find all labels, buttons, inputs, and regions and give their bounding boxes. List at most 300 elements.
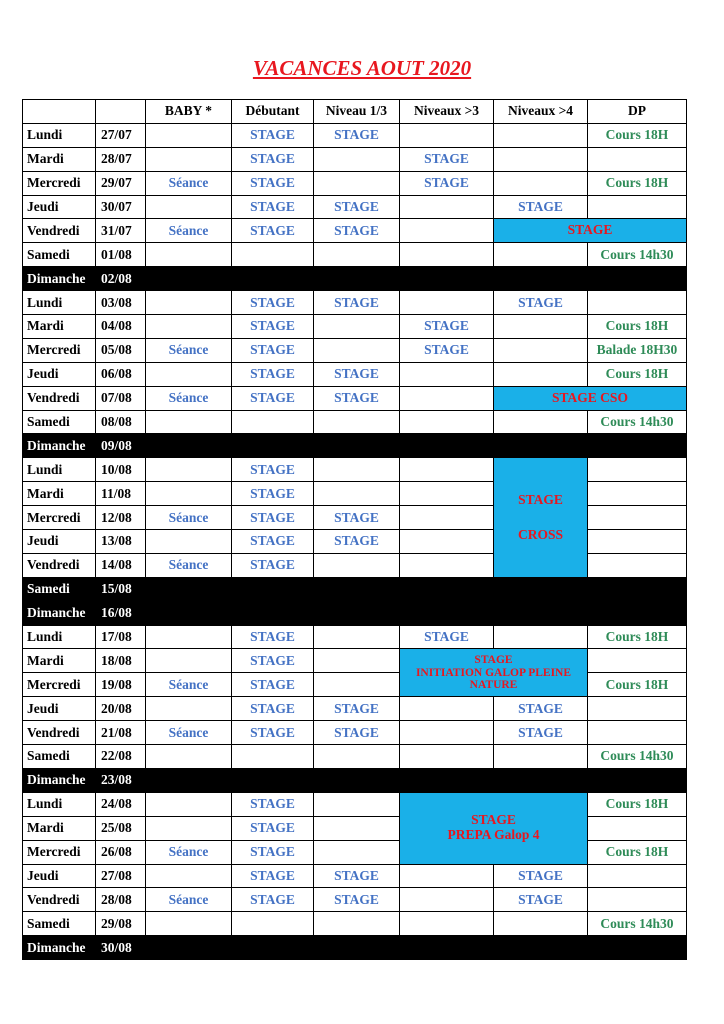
dp-cell: Cours 18H — [588, 315, 687, 339]
baby-cell: Séance — [146, 506, 232, 530]
stage-cross-block — [494, 458, 588, 577]
date-cell: 17/08 — [96, 625, 146, 649]
niveau-1-3-cell: STAGE — [314, 291, 400, 315]
debutant-cell: STAGE — [232, 315, 314, 339]
header-date — [96, 100, 146, 124]
date-cell: 30/08 — [96, 936, 146, 960]
niveaux-3-cell — [400, 362, 494, 386]
header-niveaux-4: Niveaux >4 — [494, 100, 588, 124]
debutant-cell — [232, 243, 314, 267]
day-cell: Dimanche — [23, 434, 96, 458]
niveaux-3-cell — [400, 243, 494, 267]
stage-prepa-block — [400, 792, 588, 864]
date-cell: 07/08 — [96, 386, 146, 410]
niveaux-4-cell — [494, 315, 588, 339]
dp-cell — [588, 649, 687, 673]
day-cell: Mercredi — [23, 171, 96, 195]
day-cell: Mardi — [23, 482, 96, 506]
date-cell: 20/08 — [96, 697, 146, 721]
date-cell: 14/08 — [96, 553, 146, 577]
day-cell: Mercredi — [23, 506, 96, 530]
niveau-1-3-cell — [314, 553, 400, 577]
date-cell: 31/07 — [96, 219, 146, 243]
debutant-cell: STAGE — [232, 458, 314, 482]
table-row — [23, 888, 687, 912]
niveaux-3-cell — [400, 864, 494, 888]
debutant-cell — [232, 745, 314, 769]
baby-cell: Séance — [146, 888, 232, 912]
table-row — [23, 410, 687, 434]
date-cell: 13/08 — [96, 530, 146, 554]
niveau-1-3-cell: STAGE — [314, 362, 400, 386]
empty-cell — [588, 577, 687, 601]
table-row — [23, 243, 687, 267]
niveaux-4-cell: STAGE — [494, 291, 588, 315]
table-row — [23, 864, 687, 888]
day-cell: Dimanche — [23, 768, 96, 792]
niveaux-3-cell: STAGE — [400, 147, 494, 171]
niveaux-4-cell: STAGE — [494, 888, 588, 912]
niveaux-3-cell — [400, 410, 494, 434]
niveau-1-3-cell — [314, 338, 400, 362]
day-cell: Jeudi — [23, 362, 96, 386]
table-row — [23, 936, 687, 960]
niveau-1-3-cell — [314, 673, 400, 697]
empty-cell — [232, 434, 314, 458]
empty-cell — [232, 601, 314, 625]
empty-cell — [494, 601, 588, 625]
table-row — [23, 362, 687, 386]
baby-cell — [146, 912, 232, 936]
dp-cell — [588, 530, 687, 554]
date-cell: 24/08 — [96, 792, 146, 816]
debutant-cell — [232, 912, 314, 936]
niveaux-3-cell — [400, 195, 494, 219]
empty-cell — [146, 768, 232, 792]
table-row — [23, 768, 687, 792]
schedule-table — [22, 99, 687, 960]
dp-cell — [588, 816, 687, 840]
dp-cell: Cours 18H — [588, 625, 687, 649]
date-cell: 29/08 — [96, 912, 146, 936]
niveaux-4-cell — [494, 745, 588, 769]
day-cell: Jeudi — [23, 195, 96, 219]
table-row — [23, 577, 687, 601]
block-line: INITIATION GALOP PLEINE — [415, 666, 572, 679]
baby-cell — [146, 123, 232, 147]
day-cell: Jeudi — [23, 697, 96, 721]
empty-cell — [146, 577, 232, 601]
table-row — [23, 219, 687, 243]
page-title: VACANCES AOUT 2020 — [252, 56, 472, 80]
baby-cell — [146, 482, 232, 506]
stage-initiation-block — [400, 649, 588, 697]
debutant-cell: STAGE — [232, 792, 314, 816]
header-dp: DP — [588, 100, 687, 124]
table-row — [23, 816, 687, 840]
baby-cell — [146, 195, 232, 219]
table-row — [23, 458, 687, 482]
niveaux-3-cell: STAGE — [400, 171, 494, 195]
day-cell: Samedi — [23, 912, 96, 936]
niveau-1-3-cell — [314, 840, 400, 864]
table-row — [23, 171, 687, 195]
empty-cell — [314, 577, 400, 601]
empty-cell — [494, 577, 588, 601]
niveaux-3-cell — [400, 219, 494, 243]
day-cell: Lundi — [23, 792, 96, 816]
day-cell: Vendredi — [23, 888, 96, 912]
debutant-cell: STAGE — [232, 482, 314, 506]
empty-cell — [146, 267, 232, 291]
baby-cell: Séance — [146, 721, 232, 745]
table-row — [23, 482, 687, 506]
niveaux-3-cell: STAGE — [400, 338, 494, 362]
niveaux-4-cell — [494, 912, 588, 936]
day-cell: Lundi — [23, 123, 96, 147]
dp-cell — [588, 864, 687, 888]
dp-cell: Cours 18H — [588, 673, 687, 697]
table-row — [23, 912, 687, 936]
day-cell: Mardi — [23, 315, 96, 339]
niveau-1-3-cell: STAGE — [314, 219, 400, 243]
date-cell: 21/08 — [96, 721, 146, 745]
niveaux-4-cell: STAGE — [494, 697, 588, 721]
date-cell: 06/08 — [96, 362, 146, 386]
empty-cell — [494, 936, 588, 960]
day-cell: Mardi — [23, 816, 96, 840]
date-cell: 01/08 — [96, 243, 146, 267]
dp-cell: Cours 18H — [588, 792, 687, 816]
table-row — [23, 506, 687, 530]
empty-cell — [400, 768, 494, 792]
day-cell: Samedi — [23, 243, 96, 267]
dp-cell — [588, 697, 687, 721]
niveaux-4-cell — [494, 171, 588, 195]
empty-cell — [400, 267, 494, 291]
date-cell: 12/08 — [96, 506, 146, 530]
dp-cell: Cours 14h30 — [588, 912, 687, 936]
dp-cell: Cours 18H — [588, 362, 687, 386]
baby-cell: Séance — [146, 840, 232, 864]
table-row — [23, 553, 687, 577]
baby-cell — [146, 745, 232, 769]
baby-cell: Séance — [146, 171, 232, 195]
empty-cell — [232, 768, 314, 792]
header-niveaux-3: Niveaux >3 — [400, 100, 494, 124]
niveaux-3-cell — [400, 888, 494, 912]
table-row — [23, 721, 687, 745]
header-day — [23, 100, 96, 124]
stage-highlight-cell: STAGE CSO — [494, 386, 687, 410]
date-cell: 25/08 — [96, 816, 146, 840]
table-row — [23, 530, 687, 554]
niveaux-4-cell — [494, 410, 588, 434]
table-row — [23, 673, 687, 697]
day-cell: Samedi — [23, 577, 96, 601]
dp-cell — [588, 291, 687, 315]
baby-cell — [146, 458, 232, 482]
date-cell: 27/07 — [96, 123, 146, 147]
niveau-1-3-cell: STAGE — [314, 888, 400, 912]
baby-cell — [146, 315, 232, 339]
date-cell: 30/07 — [96, 195, 146, 219]
debutant-cell: STAGE — [232, 530, 314, 554]
niveaux-3-cell — [400, 745, 494, 769]
debutant-cell: STAGE — [232, 840, 314, 864]
debutant-cell: STAGE — [232, 386, 314, 410]
niveau-1-3-cell: STAGE — [314, 697, 400, 721]
dp-cell — [588, 506, 687, 530]
date-cell: 09/08 — [96, 434, 146, 458]
baby-cell: Séance — [146, 553, 232, 577]
stage-highlight-cell: STAGE — [494, 219, 687, 243]
debutant-cell: STAGE — [232, 291, 314, 315]
header-niveau-1-3: Niveau 1/3 — [314, 100, 400, 124]
day-cell: Dimanche — [23, 601, 96, 625]
debutant-cell: STAGE — [232, 506, 314, 530]
day-cell: Samedi — [23, 745, 96, 769]
table-row — [23, 386, 687, 410]
day-cell: Lundi — [23, 458, 96, 482]
niveau-1-3-cell — [314, 745, 400, 769]
empty-cell — [588, 267, 687, 291]
dp-cell: Cours 18H — [588, 171, 687, 195]
dp-cell — [588, 482, 687, 506]
debutant-cell: STAGE — [232, 553, 314, 577]
niveau-1-3-cell — [314, 315, 400, 339]
niveaux-4-cell: STAGE — [494, 195, 588, 219]
baby-cell — [146, 291, 232, 315]
debutant-cell: STAGE — [232, 171, 314, 195]
baby-cell — [146, 410, 232, 434]
empty-cell — [494, 434, 588, 458]
empty-cell — [400, 601, 494, 625]
empty-cell — [400, 936, 494, 960]
niveau-1-3-cell: STAGE — [314, 123, 400, 147]
baby-cell — [146, 147, 232, 171]
empty-cell — [400, 434, 494, 458]
table-row — [23, 649, 687, 673]
niveau-1-3-cell: STAGE — [314, 530, 400, 554]
day-cell: Lundi — [23, 291, 96, 315]
header-row — [23, 100, 687, 124]
niveaux-4-cell — [494, 243, 588, 267]
baby-cell — [146, 792, 232, 816]
debutant-cell: STAGE — [232, 721, 314, 745]
baby-cell: Séance — [146, 219, 232, 243]
empty-cell — [314, 936, 400, 960]
day-cell: Dimanche — [23, 267, 96, 291]
niveaux-3-cell — [400, 721, 494, 745]
table-row — [23, 123, 687, 147]
block-line: STAGE — [474, 653, 513, 666]
dp-cell: Cours 14h30 — [588, 745, 687, 769]
day-cell: Mardi — [23, 147, 96, 171]
date-cell: 10/08 — [96, 458, 146, 482]
dp-cell — [588, 147, 687, 171]
empty-cell — [146, 601, 232, 625]
dp-cell: Cours 14h30 — [588, 243, 687, 267]
niveau-1-3-cell — [314, 147, 400, 171]
debutant-cell — [232, 410, 314, 434]
table-row — [23, 745, 687, 769]
niveau-1-3-cell — [314, 410, 400, 434]
date-cell: 26/08 — [96, 840, 146, 864]
niveaux-3-cell — [400, 506, 494, 530]
debutant-cell: STAGE — [232, 362, 314, 386]
niveaux-3-cell — [400, 912, 494, 936]
niveau-1-3-cell: STAGE — [314, 386, 400, 410]
date-cell: 28/08 — [96, 888, 146, 912]
empty-cell — [232, 577, 314, 601]
niveaux-3-cell — [400, 553, 494, 577]
debutant-cell: STAGE — [232, 697, 314, 721]
niveau-1-3-cell: STAGE — [314, 195, 400, 219]
debutant-cell: STAGE — [232, 649, 314, 673]
niveaux-3-cell — [400, 482, 494, 506]
dp-cell: Cours 18H — [588, 840, 687, 864]
empty-cell — [232, 267, 314, 291]
debutant-cell: STAGE — [232, 888, 314, 912]
niveaux-3-cell — [400, 123, 494, 147]
debutant-cell: STAGE — [232, 864, 314, 888]
empty-cell — [314, 601, 400, 625]
block-line: PREPA Galop 4 — [447, 827, 540, 843]
dp-cell: Cours 14h30 — [588, 410, 687, 434]
niveau-1-3-cell — [314, 816, 400, 840]
day-cell: Mercredi — [23, 338, 96, 362]
empty-cell — [588, 434, 687, 458]
baby-cell: Séance — [146, 673, 232, 697]
baby-cell: Séance — [146, 386, 232, 410]
block-line: NATURE — [469, 679, 518, 692]
date-cell: 23/08 — [96, 768, 146, 792]
baby-cell — [146, 243, 232, 267]
baby-cell: Séance — [146, 338, 232, 362]
dp-cell — [588, 721, 687, 745]
dp-cell — [588, 888, 687, 912]
date-cell: 03/08 — [96, 291, 146, 315]
date-cell: 18/08 — [96, 649, 146, 673]
day-cell: Mardi — [23, 649, 96, 673]
niveau-1-3-cell — [314, 625, 400, 649]
niveau-1-3-cell: STAGE — [314, 506, 400, 530]
block-line: STAGE — [471, 812, 516, 828]
niveau-1-3-cell — [314, 458, 400, 482]
debutant-cell: STAGE — [232, 123, 314, 147]
niveaux-3-cell: STAGE — [400, 625, 494, 649]
empty-cell — [588, 936, 687, 960]
block-line: CROSS — [517, 526, 563, 542]
day-cell: Jeudi — [23, 864, 96, 888]
niveaux-3-cell — [400, 458, 494, 482]
niveaux-3-cell — [400, 697, 494, 721]
niveau-1-3-cell — [314, 171, 400, 195]
niveau-1-3-cell: STAGE — [314, 721, 400, 745]
baby-cell — [146, 697, 232, 721]
table-row — [23, 840, 687, 864]
table-row — [23, 601, 687, 625]
date-cell: 04/08 — [96, 315, 146, 339]
date-cell: 16/08 — [96, 601, 146, 625]
empty-cell — [146, 936, 232, 960]
day-cell: Vendredi — [23, 553, 96, 577]
day-cell: Dimanche — [23, 936, 96, 960]
day-cell: Vendredi — [23, 219, 96, 243]
block-line: STAGE — [518, 491, 563, 507]
empty-cell — [314, 267, 400, 291]
baby-cell — [146, 816, 232, 840]
empty-cell — [494, 768, 588, 792]
day-cell: Mercredi — [23, 673, 96, 697]
niveaux-4-cell — [494, 147, 588, 171]
niveaux-3-cell — [400, 386, 494, 410]
baby-cell — [146, 864, 232, 888]
table-row — [23, 338, 687, 362]
niveaux-4-cell — [494, 625, 588, 649]
baby-cell — [146, 530, 232, 554]
date-cell: 29/07 — [96, 171, 146, 195]
niveaux-4-cell — [494, 338, 588, 362]
table-row — [23, 291, 687, 315]
debutant-cell: STAGE — [232, 816, 314, 840]
date-cell: 27/08 — [96, 864, 146, 888]
dp-cell — [588, 553, 687, 577]
debutant-cell: STAGE — [232, 625, 314, 649]
baby-cell — [146, 362, 232, 386]
day-cell: Lundi — [23, 625, 96, 649]
table-row — [23, 267, 687, 291]
table-row — [23, 697, 687, 721]
baby-cell — [146, 625, 232, 649]
date-cell: 11/08 — [96, 482, 146, 506]
debutant-cell: STAGE — [232, 673, 314, 697]
date-cell: 28/07 — [96, 147, 146, 171]
dp-cell: Balade 18H30 — [588, 338, 687, 362]
empty-cell — [232, 936, 314, 960]
niveau-1-3-cell — [314, 649, 400, 673]
niveaux-3-cell — [400, 530, 494, 554]
day-cell: Samedi — [23, 410, 96, 434]
niveaux-4-cell — [494, 123, 588, 147]
empty-cell — [314, 768, 400, 792]
empty-cell — [146, 434, 232, 458]
debutant-cell: STAGE — [232, 195, 314, 219]
debutant-cell: STAGE — [232, 219, 314, 243]
dp-cell: Cours 18H — [588, 123, 687, 147]
date-cell: 08/08 — [96, 410, 146, 434]
table-row — [23, 792, 687, 816]
day-cell: Vendredi — [23, 386, 96, 410]
niveau-1-3-cell — [314, 482, 400, 506]
table-row — [23, 434, 687, 458]
niveau-1-3-cell — [314, 912, 400, 936]
header-baby: BABY * — [146, 100, 232, 124]
date-cell: 05/08 — [96, 338, 146, 362]
niveau-1-3-cell — [314, 243, 400, 267]
date-cell: 22/08 — [96, 745, 146, 769]
date-cell: 02/08 — [96, 267, 146, 291]
niveau-1-3-cell: STAGE — [314, 864, 400, 888]
day-cell: Jeudi — [23, 530, 96, 554]
dp-cell — [588, 195, 687, 219]
baby-cell — [146, 649, 232, 673]
empty-cell — [588, 601, 687, 625]
debutant-cell: STAGE — [232, 338, 314, 362]
empty-cell — [588, 768, 687, 792]
table-row — [23, 315, 687, 339]
